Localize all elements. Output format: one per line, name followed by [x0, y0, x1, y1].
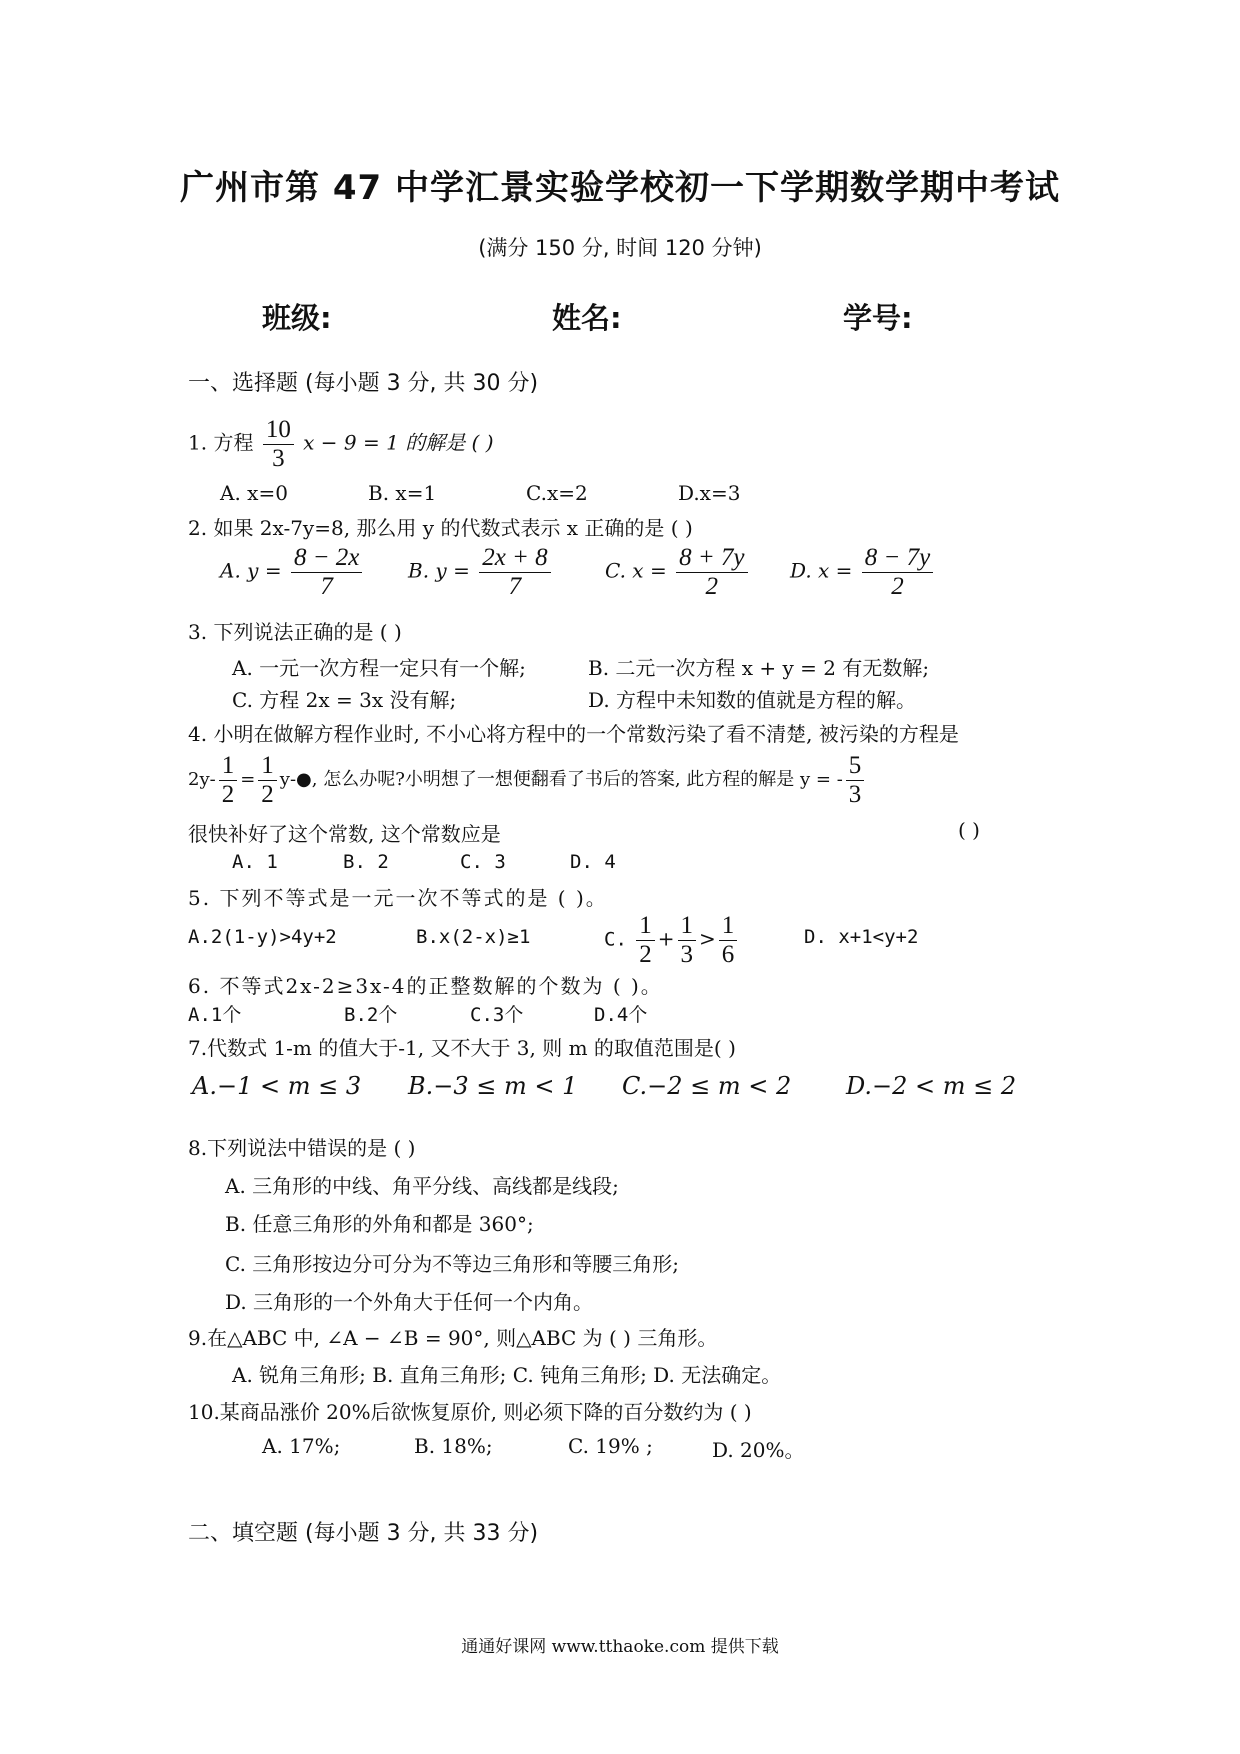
q5-c-fraction-3-num: 1 — [719, 912, 738, 941]
q4-eq-fraction-2 — [258, 752, 277, 808]
q2-option-a-num: 8 − 2x — [291, 544, 362, 573]
q5-option-a: A.2(1-y)>4y+2 — [188, 926, 337, 948]
q10-option-b: B. 18%; — [414, 1434, 493, 1458]
section-heading-choice: 一、选择题 (每小题 3 分, 共 30 分) — [188, 371, 539, 396]
exam-info: (满分 150 分, 时间 120 分钟) — [478, 236, 762, 260]
q4-eq-suffix: y-●, 怎么办呢?小明想了一想便翻看了书后的答案, 此方程的解是 y = - — [279, 769, 843, 790]
q2-option-a-lhs: A. y = — [220, 558, 282, 583]
q4-eq-equals: = — [240, 769, 256, 790]
q4-option-c: C. 3 — [460, 851, 506, 873]
question-8: 8.下列说法中错误的是 ( ) — [188, 1136, 416, 1160]
q2-option-b-lhs: B. y = — [408, 558, 470, 583]
q6-option-d: D.4个 — [594, 1004, 648, 1026]
q8-option-b: B. 任意三角形的外角和都是 360°; — [225, 1212, 534, 1236]
q5-c-fraction-2-num: 1 — [678, 912, 697, 941]
q8-option-a: A. 三角形的中线、角平分线、高线都是线段; — [225, 1174, 619, 1198]
q2-option-b-num: 2x + 8 — [479, 544, 550, 573]
q2-option-d-lhs: D. x = — [790, 558, 853, 583]
q7-option-c: C.−2 ≤ m < 2 — [622, 1072, 792, 1100]
q10-option-a: A. 17%; — [262, 1434, 341, 1458]
page-title: 广州市第 47 中学汇景实验学校初一下学期数学期中考试 — [180, 168, 1060, 208]
q4-answer-num: 5 — [846, 752, 865, 781]
q2-option-b — [408, 544, 554, 600]
q4-eq-fraction-1-num: 1 — [219, 752, 238, 781]
question-2: 2. 如果 2x-7y=8, 那么用 y 的代数式表示 x 正确的是 ( ) — [188, 516, 693, 540]
q1-option-a: A. x=0 — [220, 481, 288, 505]
q5-option-b: B.x(2-x)≥1 — [416, 926, 531, 948]
q1-fraction — [263, 416, 294, 472]
page-footer: 通通好课网 www.tthaoke.com 提供下载 — [461, 1637, 779, 1657]
q5-c-greater: > — [699, 926, 716, 951]
question-4-equation — [188, 752, 867, 808]
q1-prefix: 1. 方程 — [188, 430, 254, 455]
q6-option-c: C.3个 — [470, 1004, 524, 1026]
q2-option-b-den: 7 — [508, 572, 522, 600]
q2-option-a-den: 7 — [320, 572, 333, 600]
question-3: 3. 下列说法正确的是 ( ) — [188, 620, 402, 644]
q7-option-b: B.−3 ≤ m < 1 — [408, 1072, 578, 1100]
question-4-line-3: 很快补好了这个常数, 这个常数应是 — [188, 822, 501, 846]
q5-c-fraction-3 — [719, 912, 738, 968]
q6-option-b: B.2个 — [344, 1004, 398, 1026]
q2-option-d-fraction — [862, 544, 933, 600]
class-label: 班级: — [262, 301, 332, 335]
q2-option-b-fraction — [479, 544, 550, 600]
q4-answer-den: 3 — [848, 780, 862, 808]
q4-answer-paren: ( ) — [958, 818, 980, 842]
q5-c-fraction-2 — [678, 912, 697, 968]
q2-option-c — [605, 544, 751, 600]
q10-option-c: C. 19% ; — [568, 1434, 653, 1458]
q3-option-b: B. 二元一次方程 x + y = 2 有无数解; — [588, 656, 930, 680]
q5-c-fraction-1-den: 2 — [639, 940, 652, 968]
q2-option-c-num: 8 + 7y — [676, 544, 747, 573]
q4-eq-fraction-2-num: 1 — [258, 752, 277, 781]
question-1 — [188, 416, 494, 472]
q4-option-d: D. 4 — [570, 851, 616, 873]
q5-c-fraction-3-den: 6 — [721, 940, 735, 968]
q5-option-d: D. x+1<y+2 — [804, 926, 919, 948]
q3-option-a: A. 一元一次方程一定只有一个解; — [232, 656, 526, 680]
q3-option-d: D. 方程中未知数的值就是方程的解。 — [588, 688, 917, 712]
q2-option-a — [220, 544, 365, 600]
q8-option-c: C. 三角形按边分可分为不等边三角形和等腰三角形; — [225, 1252, 680, 1276]
q4-answer-fraction — [846, 752, 865, 808]
q2-option-d — [790, 544, 936, 600]
q4-option-a: A. 1 — [232, 851, 278, 873]
q5-c-plus: + — [657, 926, 675, 951]
section-heading-fill-in: 二、填空题 (每小题 3 分, 共 33 分) — [188, 1521, 539, 1546]
q6-option-a: A.1个 — [188, 1004, 242, 1026]
q4-eq-fraction-2-den: 2 — [261, 780, 274, 808]
q5-c-fraction-2-den: 3 — [680, 940, 694, 968]
q1-option-d: D.x=3 — [678, 481, 741, 505]
question-6: 6. 不等式2x-2≥3x-4的正整数解的个数为 ( )。 — [188, 974, 663, 998]
q1-fraction-num: 10 — [263, 416, 294, 445]
name-label: 姓名: — [552, 301, 622, 335]
q4-option-b: B. 2 — [343, 851, 389, 873]
q1-option-c: C.x=2 — [526, 481, 588, 505]
q4-eq-fraction-1-den: 2 — [221, 780, 235, 808]
q5-option-c — [604, 912, 740, 968]
q1-option-b: B. x=1 — [368, 481, 437, 505]
q10-option-d: D. 20%。 — [712, 1438, 805, 1462]
q2-option-d-num: 8 − 7y — [862, 544, 933, 573]
q2-option-c-lhs: C. x = — [605, 558, 667, 583]
q8-option-d: D. 三角形的一个外角大于任何一个内角。 — [225, 1290, 594, 1314]
q3-option-c: C. 方程 2x = 3x 没有解; — [232, 688, 457, 712]
question-10: 10.某商品涨价 20%后欲恢复原价, 则必须下降的百分数约为 ( ) — [188, 1400, 752, 1424]
q5-c-fraction-1 — [636, 912, 655, 968]
question-7: 7.代数式 1-m 的值大于-1, 又不大于 3, 则 m 的取值范围是( ) — [188, 1036, 736, 1060]
question-4-line-1: 4. 小明在做解方程作业时, 不小心将方程中的一个常数污染了看不清楚, 被污染的方程是 — [188, 722, 959, 746]
q2-option-d-den: 2 — [891, 572, 904, 600]
q5-option-c-label: C. — [604, 928, 627, 951]
q1-suffix: x − 9 = 1 的解是 ( ) — [303, 430, 494, 455]
q5-c-fraction-1-num: 1 — [636, 912, 655, 941]
q2-option-c-den: 2 — [705, 572, 719, 600]
q2-option-a-fraction — [291, 544, 362, 600]
q4-eq-fraction-1 — [219, 752, 238, 808]
q2-option-c-fraction — [676, 544, 747, 600]
q7-option-a: A.−1 < m ≤ 3 — [192, 1072, 362, 1100]
student-number-label: 学号: — [843, 301, 913, 335]
question-5: 5. 下列不等式是一元一次不等式的是 ( )。 — [188, 886, 608, 910]
q7-option-d: D.−2 < m ≤ 2 — [846, 1072, 1017, 1100]
question-9: 9.在△ABC 中, ∠A − ∠B = 90°, 则△ABC 为 ( ) 三角形。 — [188, 1326, 718, 1350]
q4-eq-prefix: 2y- — [188, 769, 216, 790]
q1-fraction-den: 3 — [272, 444, 285, 472]
q9-options: A. 锐角三角形; B. 直角三角形; C. 钝角三角形; D. 无法确定。 — [232, 1363, 782, 1387]
